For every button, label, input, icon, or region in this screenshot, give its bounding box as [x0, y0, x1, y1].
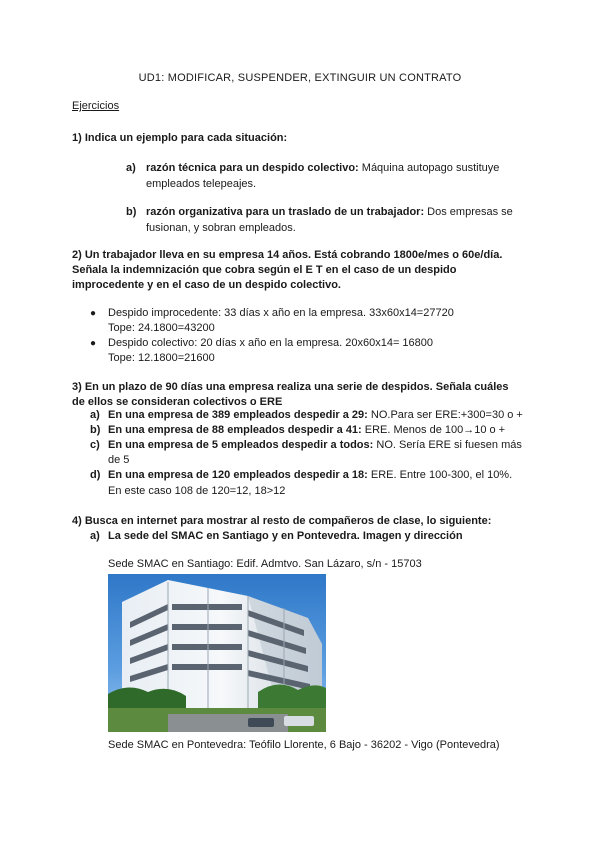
smac-building-photo	[108, 574, 326, 732]
q3-item-d-line1	[108, 467, 528, 483]
q1-item-a-bold: razón técnica para un despido colectivo:	[146, 162, 359, 174]
section-label-ejercicios: Ejercicios	[72, 100, 120, 112]
q1-item-b-letter: b)	[126, 206, 137, 218]
q3-item-d-letter: d)	[90, 469, 101, 481]
q3-item-c-line1	[108, 437, 528, 453]
q3-item-c-letter: c)	[90, 439, 100, 451]
q3-item-b-line1	[108, 422, 528, 438]
q3-heading-line-2: de ellos se consideran colectivos o ERE	[72, 396, 283, 408]
q2-bullet-1-line2: Tope: 24.1800=43200	[108, 322, 215, 334]
q3-item-a-letter: a)	[90, 409, 100, 421]
question-4-heading: 4) Busca en internet para mostrar al resto de compañeros de clase, lo siguiente:	[72, 515, 492, 527]
q1-item-b-line2: fusionan, y sobran empleados.	[146, 222, 296, 234]
q2-bullet-1-line1: Despido improcedente: 33 días x año en la empresa. 33x60x14=27720	[108, 307, 454, 319]
q1-item-b-bold: razón organizativa para un traslado de un trabajador:	[146, 206, 425, 218]
bullet-dot-icon: ●	[90, 338, 97, 349]
q3-item-a-bold: En una empresa de 389 empleados despedir a 29:	[108, 409, 368, 421]
q2-bullet-2-line2: Tope: 12.1800=21600	[108, 352, 215, 364]
q3-item-b-letter: b)	[90, 424, 101, 436]
q4-item-a-text: La sede del SMAC en Santiago y en Pontevedra. Imagen y dirección	[108, 530, 463, 542]
q1-item-b-line1	[146, 204, 526, 220]
question-2-heading	[72, 248, 527, 293]
q3-item-d-text: ERE. Entre 100-300, el 10%.	[367, 469, 513, 481]
page-title: UD1: MODIFICAR, SUSPENDER, EXTINGUIR UN CONTRATO	[138, 72, 462, 84]
q3-item-c-text: NO. Sería ERE si fuesen más	[373, 439, 522, 451]
q1-item-b-text: Dos empresas se	[424, 206, 513, 218]
q1-item-a-letter: a)	[126, 162, 136, 174]
caption-santiago: Sede SMAC en Santiago: Edif. Admtvo. San Lázaro, s/n - 15703	[108, 558, 422, 570]
q3-item-c-line2: de 5	[108, 454, 130, 466]
question-1-heading: 1) Indica un ejemplo para cada situación:	[72, 132, 288, 144]
q3-item-a-line1	[108, 407, 528, 423]
q3-item-b-text: ERE. Menos de 100→10 o +	[361, 424, 506, 436]
q3-item-a-text: NO.Para ser ERE:+300=30 o +	[367, 409, 523, 421]
q2-heading-line-3: improcedente y en el caso de un despido colectivo.	[72, 279, 341, 291]
q3-item-c-bold: En una empresa de 5 empleados despedir a todos:	[108, 439, 374, 451]
q3-heading-line-1: 3) En un plazo de 90 días una empresa realiza una serie de despidos. Señala cuáles	[72, 381, 509, 393]
q1-item-a-text: Máquina autopago sustituye	[358, 162, 500, 174]
q1-item-a-line1	[146, 160, 526, 176]
q1-item-a-line2: empleados telepeajes.	[146, 178, 257, 190]
q3-item-b-bold: En una empresa de 88 empleados despedir a 41:	[108, 424, 362, 436]
bullet-dot-icon: ●	[90, 308, 97, 319]
q3-item-d-bold: En una empresa de 120 empleados despedir a 18:	[108, 469, 368, 481]
q2-heading-line-2: Señala la indemnización que cobra según el E T en el caso de un despido	[72, 264, 457, 276]
q3-item-d-line2: En este caso 108 de 120=12, 18>12	[108, 485, 286, 497]
question-3-heading	[72, 380, 527, 410]
q4-item-a-letter: a)	[90, 530, 100, 542]
caption-pontevedra: Sede SMAC en Pontevedra: Teófilo Llorente, 6 Bajo - 36202 - Vigo (Pontevedra)	[108, 739, 500, 751]
q2-bullet-2-line1: Despido colectivo: 20 días x año en la empresa. 20x60x14= 16800	[108, 337, 434, 349]
q2-heading-line-1: 2) Un trabajador lleva en su empresa 14 años. Está cobrando 1800e/mes o 60e/día.	[72, 249, 503, 261]
